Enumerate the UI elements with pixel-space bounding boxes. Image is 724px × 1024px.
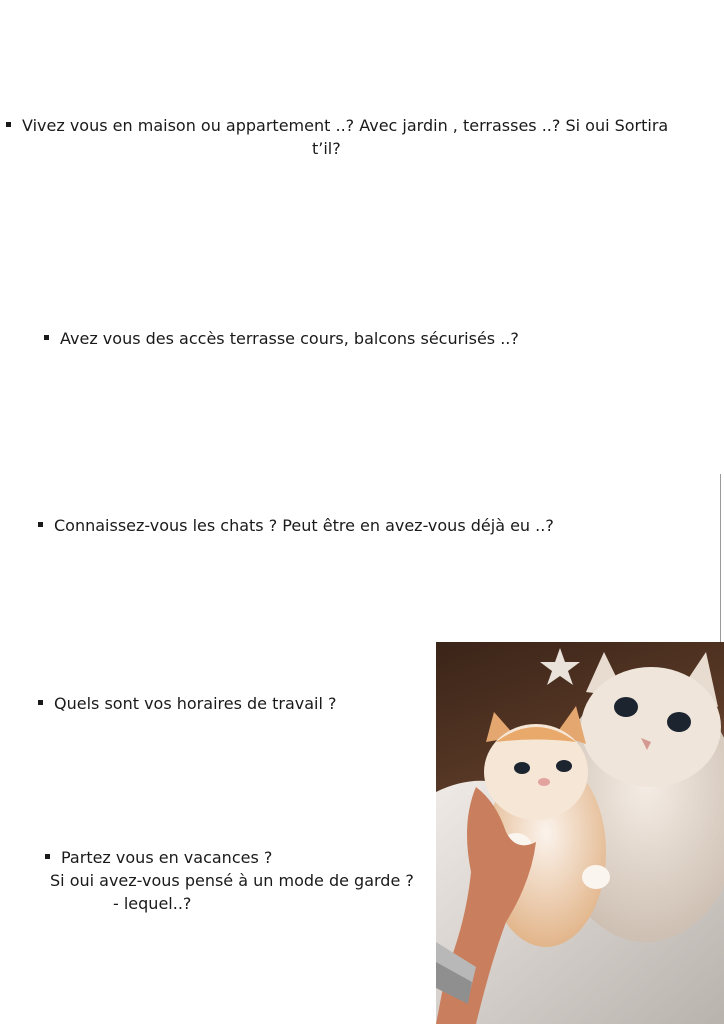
- bullet-icon: [44, 335, 49, 340]
- question-housing: [6, 114, 706, 160]
- question-work-hours-text: Quels sont vos horaires de travail ?: [54, 694, 337, 713]
- question-vacation: [45, 846, 414, 915]
- question-outdoor-access-text: Avez vous des accès terrasse cours, balcons sécurisés ..?: [60, 329, 519, 348]
- bullet-icon: [45, 854, 50, 859]
- question-work-hours: [38, 692, 336, 715]
- page-edge-divider: [720, 474, 721, 646]
- question-cat-experience: [38, 514, 554, 537]
- kitten-and-cat-icon: [436, 642, 724, 1024]
- question-vacation-which: - lequel..?: [113, 894, 192, 913]
- question-cat-experience-text: Connaissez-vous les chats ? Peut être en avez-vous déjà eu ..?: [54, 516, 554, 535]
- bullet-icon: [6, 122, 11, 127]
- question-outdoor-access: [44, 327, 519, 350]
- bullet-icon: [38, 700, 43, 705]
- question-housing-text: Vivez vous en maison ou appartement ..? Avec jardin , terrasses ..? Si oui Sortira: [22, 116, 669, 135]
- bullet-icon: [38, 522, 43, 527]
- question-vacation-care: Si oui avez-vous pensé à un mode de garde ?: [50, 871, 414, 890]
- question-vacation-text: Partez vous en vacances ?: [61, 848, 273, 867]
- question-housing-continuation: t’il?: [312, 139, 341, 158]
- cat-photo: [436, 642, 724, 1024]
